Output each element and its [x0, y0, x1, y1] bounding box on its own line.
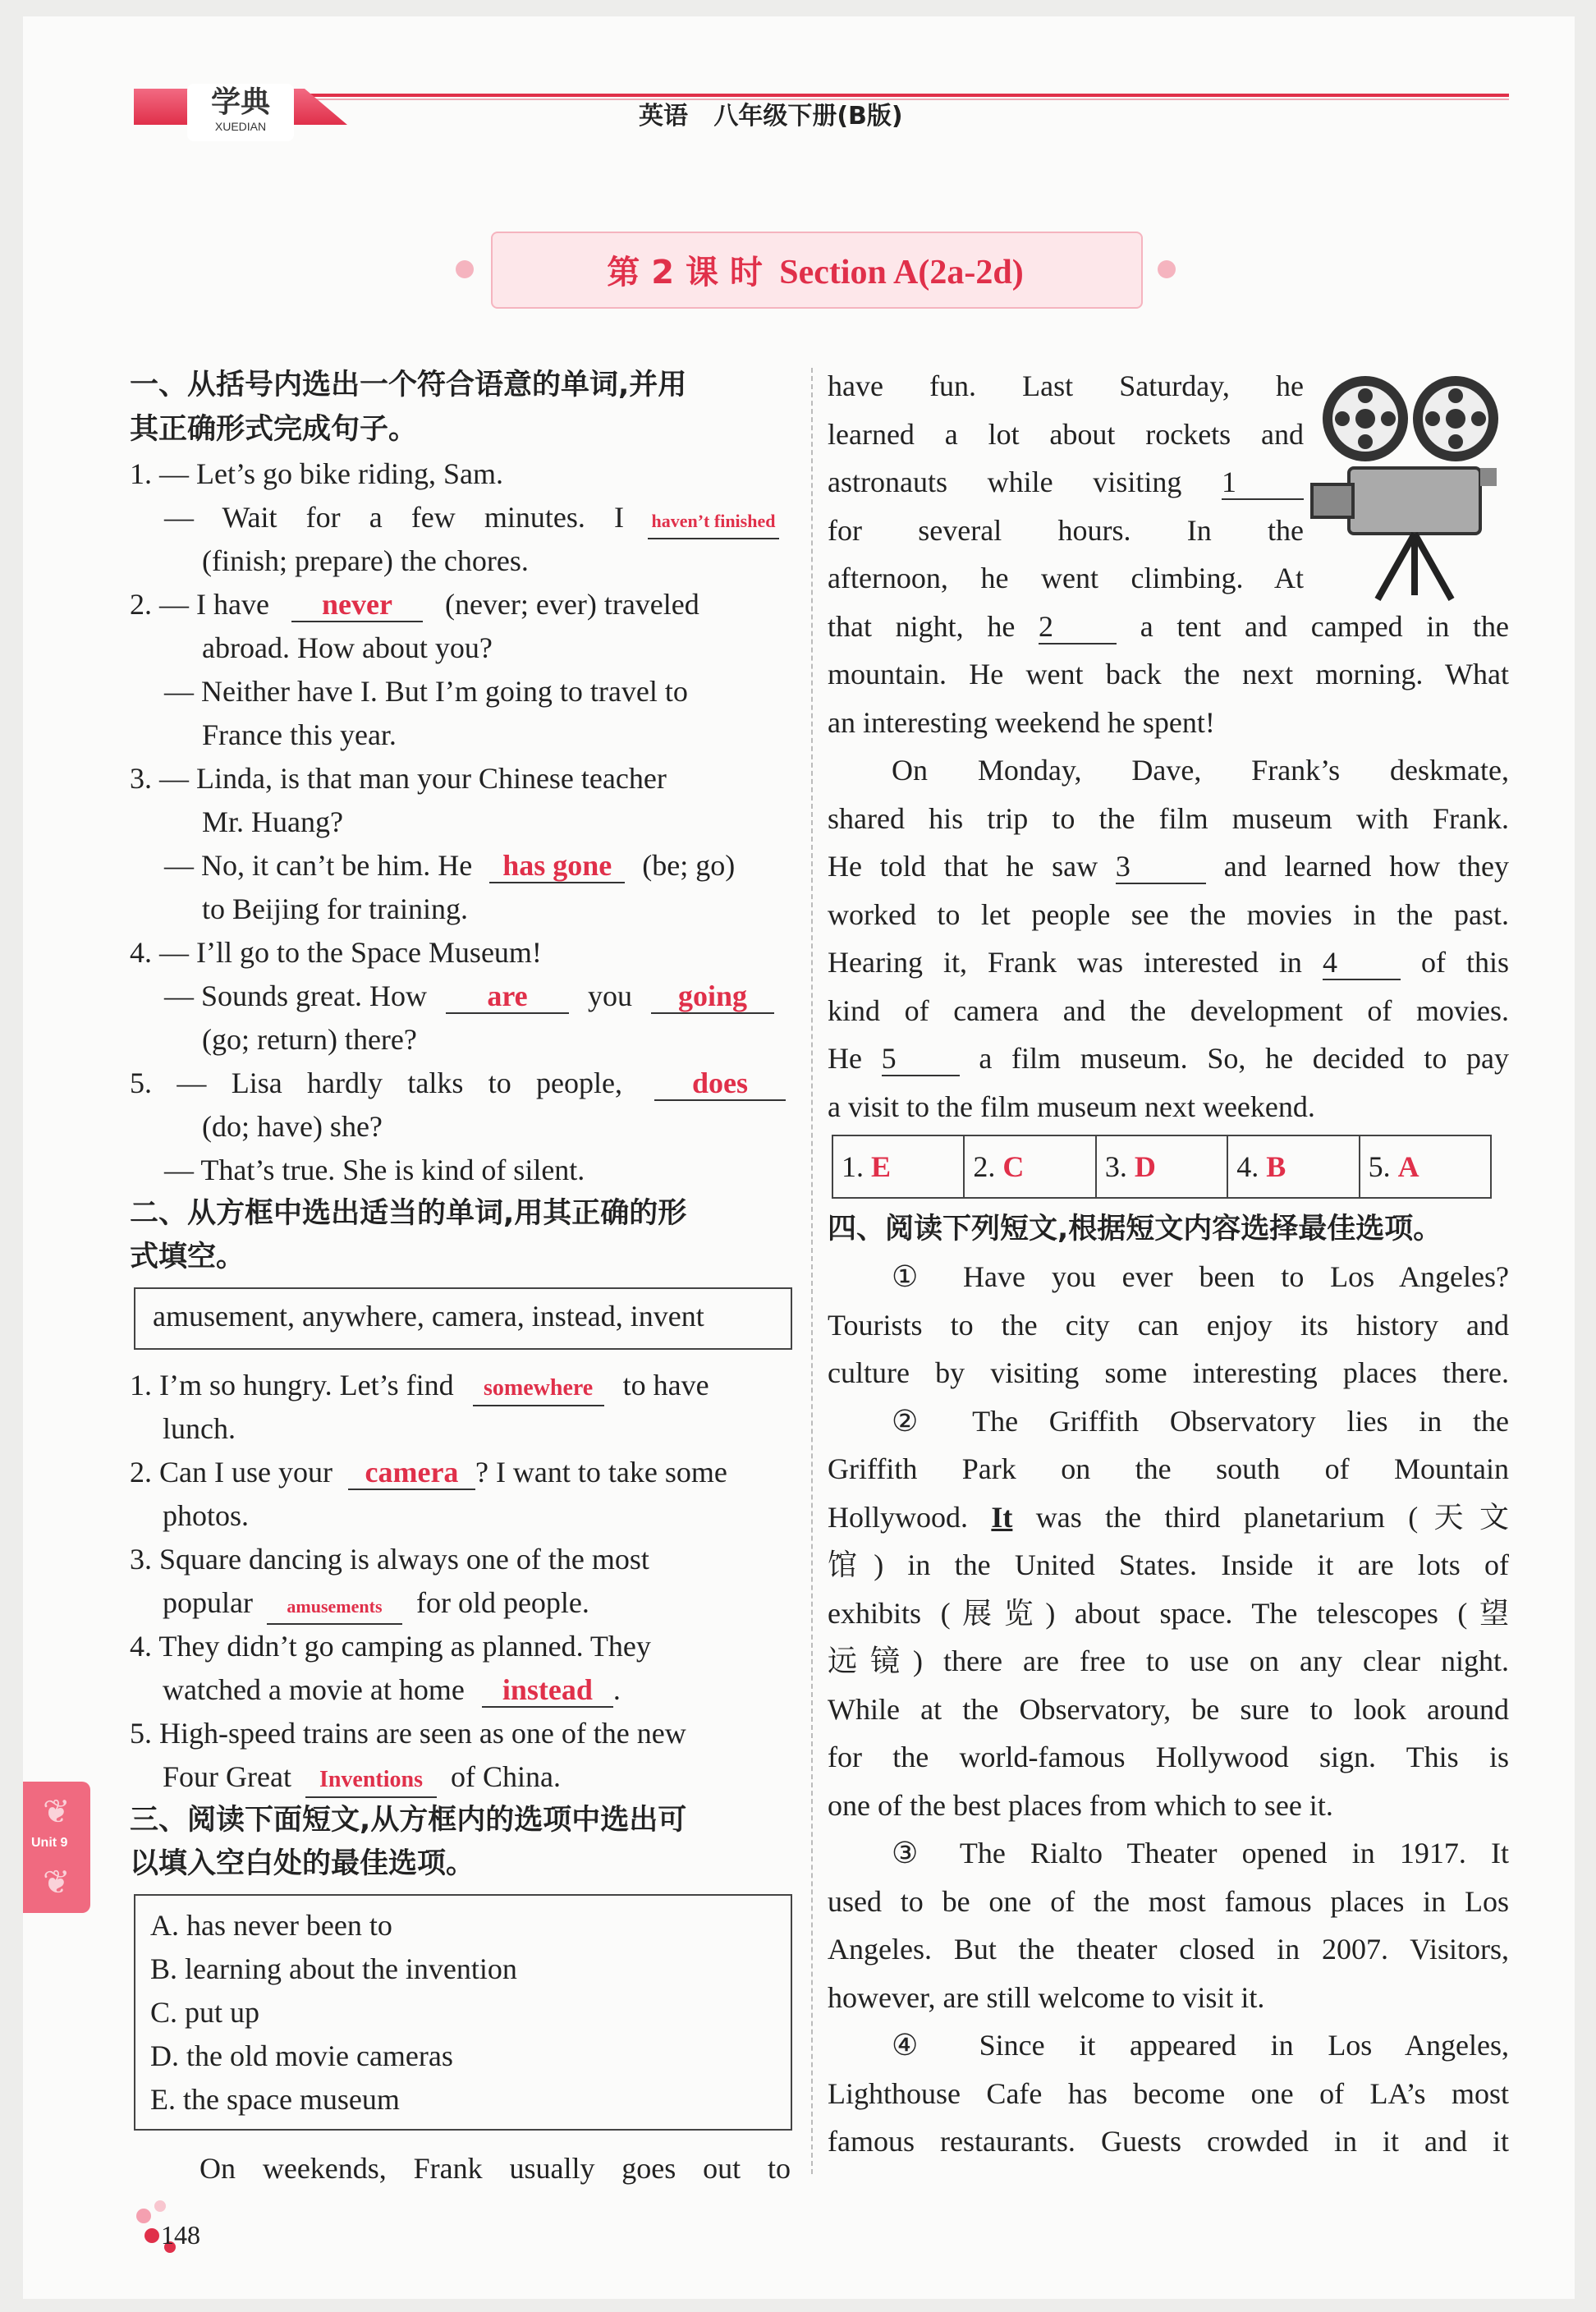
banner-dot-right — [1158, 260, 1176, 278]
p1-q2-line2: abroad. How about you? — [202, 631, 493, 664]
p1-q4-answer-2[interactable]: going — [651, 979, 774, 1014]
blank-1[interactable]: 1 — [1222, 466, 1304, 500]
banner-dot-left — [456, 260, 474, 278]
p2-q5-answer[interactable]: Inventions — [305, 1764, 437, 1798]
p1-q2-line4: France this year. — [202, 718, 397, 751]
p1-q2-line3: — Neither have I. But I’m going to travel to — [164, 675, 688, 708]
header-bar — [134, 94, 1509, 97]
p2-q3-answer[interactable]: amusements — [267, 1590, 402, 1625]
p1-q3-line4: to Beijing for training. — [202, 892, 468, 925]
p1-q2-line1: 2. — I have never (never; ever) traveled — [130, 588, 699, 621]
movie-projector-illustration — [1304, 361, 1517, 608]
blank-4[interactable]: 4 — [1323, 946, 1401, 980]
p1-q3-answer[interactable]: has gone — [489, 849, 625, 883]
p1-q4-line3: (go; return) there? — [202, 1023, 417, 1056]
p2-q4-line1: 4. They didn’t go camping as planned. They — [130, 1630, 651, 1663]
p3-passage-bottom: that night, he 2 a tent and camped in the mountain. He went back the next morning. What an interesting weekend he spent! On Monday, Dave, Frank’s deskmate, shared his trip to the film museum with Frank. He told that he saw 3 and learned how they worked to let people see the movies in the past. Hearing it, Frank was interested in 4 of this kind of camera and the development of movies. He 5 a film museum. So, he decided to pay a visit to the film museum next weekend. — [828, 609, 1510, 1123]
p2-q2-answer[interactable]: camera — [348, 1456, 475, 1490]
part3-title-2: 以填入空白处的最佳选项。 — [130, 1847, 475, 1880]
unit-label: Unit 9 — [31, 1836, 68, 1850]
answer-cell-2: 2. C — [965, 1136, 1096, 1197]
blank-5[interactable]: 5 — [882, 1042, 960, 1076]
part4-title: 四、阅读下列短文,根据短文内容选择最佳选项。 — [828, 1213, 1442, 1245]
answer-table — [832, 1135, 1492, 1199]
option-d: D. the old movie cameras — [150, 2039, 453, 2072]
p1-q3-line2: Mr. Huang? — [202, 805, 343, 838]
p2-q2-line1: 2. Can I use your camera ? I want to take some — [130, 1456, 727, 1489]
p2-q1-line1: 1. I’m so hungry. Let’s find somewhere to have — [130, 1363, 709, 1407]
part1-title-2: 其正确形式完成句子。 — [130, 413, 418, 446]
option-e: E. the space museum — [150, 2083, 400, 2116]
p1-q3-line1: 3. — Linda, is that man your Chinese teacher — [130, 762, 667, 795]
p1-q4-answer-1[interactable]: are — [446, 979, 569, 1014]
p2-q1-answer[interactable]: somewhere — [473, 1372, 604, 1406]
p2-q5-line2: Four Great Inventions of China. — [163, 1755, 561, 1799]
logo-en: XUEDIAN — [214, 120, 267, 133]
p1-q1-line3: (finish; prepare) the chores. — [202, 544, 529, 577]
p1-q4-line1: 4. — I’ll go to the Space Museum! — [130, 936, 542, 969]
p2-q4-answer[interactable]: instead — [482, 1673, 613, 1708]
p1-q5-line1: 5. — Lisa hardly talks to people, does — [130, 1061, 786, 1105]
p3-passage-top: have fun. Last Saturday, he learned a lot about rockets and astronauts while visiting 1 for several hours. In the afternoon, he went climbing. At — [828, 369, 1304, 594]
underlined-it: It — [991, 1500, 1013, 1534]
p2-q1-line2: lunch. — [163, 1412, 236, 1445]
p1-q5-line2: (do; have) she? — [202, 1110, 383, 1143]
option-c: C. put up — [150, 1996, 260, 2029]
p1-q5-line3: — That’s true. She is kind of silent. — [164, 1154, 585, 1186]
option-a: A. has never been to — [150, 1909, 392, 1942]
header-subject: 英语 八年级下册(B版) — [639, 102, 903, 131]
p1-q5-answer[interactable]: does — [654, 1067, 786, 1101]
answer-cell-5: 5. A — [1368, 1150, 1419, 1183]
column-divider — [811, 368, 813, 2174]
answer-cell-4: 4. B — [1228, 1136, 1360, 1197]
p2-q2-line2: photos. — [163, 1499, 250, 1532]
blank-3[interactable]: 3 — [1116, 850, 1206, 884]
word-box-text: amusement, anywhere, camera, instead, invent — [153, 1300, 704, 1333]
logo-cn: 学典 — [210, 85, 270, 119]
page-number: 148 — [161, 2220, 200, 2250]
part2-title-1: 二、从方框中选出适当的单词,用其正确的形 — [130, 1197, 687, 1230]
p4-passage: ① Have you ever been to Los Angeles? Tourists to the city can enjoy its history and culture by visiting some interesting places there. ② The Griffith Observatory lies in the Griffith Park on the south of Mountain Hollywood. It was the third planetarium (天文 馆) in the United States. Inside it are lots of exhibits (展览) about space. The telescopes (望 远镜) there are free to use on any clear night. While at the Observatory, be sure to look around for the world-famous Hollywood sign. This is one of the best places from which to see it. ③ The Rialto Theater opened in 1917. It used to be one of the most famous places in Los Angeles. But the theater closed in 2007. Visitors, however, are still welcome to visit it. ④ Since it appeared in Los Angeles, Lighthouse Cafe has become one of LA’s most famous restaurants. Guests crowded in it and it — [828, 1260, 1509, 2158]
p3-passage-line1: On weekends, Frank usually goes out to — [200, 2152, 791, 2185]
option-b: B. learning about the invention — [150, 1952, 517, 1985]
part1-title-1: 一、从括号内选出一个符合语意的单词,并用 — [130, 369, 687, 401]
wing-icon: ❦ — [43, 1793, 71, 1831]
part3-title-1: 三、阅读下面短文,从方框内的选项中选出可 — [130, 1804, 687, 1837]
p1-q4-line2: — Sounds great. How are you going — [164, 974, 774, 1018]
unit-side-tab — [23, 1782, 90, 1913]
p1-q3-line3: — No, it can’t be him. He has gone (be; go) — [164, 849, 736, 882]
logo — [187, 84, 294, 141]
part2-title-2: 式填空。 — [130, 1241, 245, 1273]
p2-q5-line1: 5. High-speed trains are seen as one of the new — [130, 1717, 686, 1750]
p2-q3-line1: 3. Square dancing is always one of the most — [130, 1543, 649, 1576]
p1-q1-line2: — Wait for a few minutes. I haven’t finished — [164, 495, 792, 539]
answer-cell-3: 3. D — [1097, 1136, 1228, 1197]
lesson-title: 第 2 课 时 Section A(2a-2d) — [607, 254, 1024, 291]
p2-q4-line2: watched a movie at home instead . — [163, 1673, 621, 1706]
blank-2[interactable]: 2 — [1039, 610, 1117, 645]
p1-q1-answer[interactable]: haven’t finished — [648, 505, 779, 539]
answer-cell-1: 1. E — [833, 1136, 965, 1197]
p1-q1-line1: 1. — Let’s go bike riding, Sam. — [130, 457, 503, 490]
wing-icon-bottom: ❦ — [43, 1864, 71, 1901]
p1-q2-answer[interactable]: never — [291, 588, 423, 622]
p2-q3-line2: popular amusements for old people. — [163, 1580, 589, 1625]
